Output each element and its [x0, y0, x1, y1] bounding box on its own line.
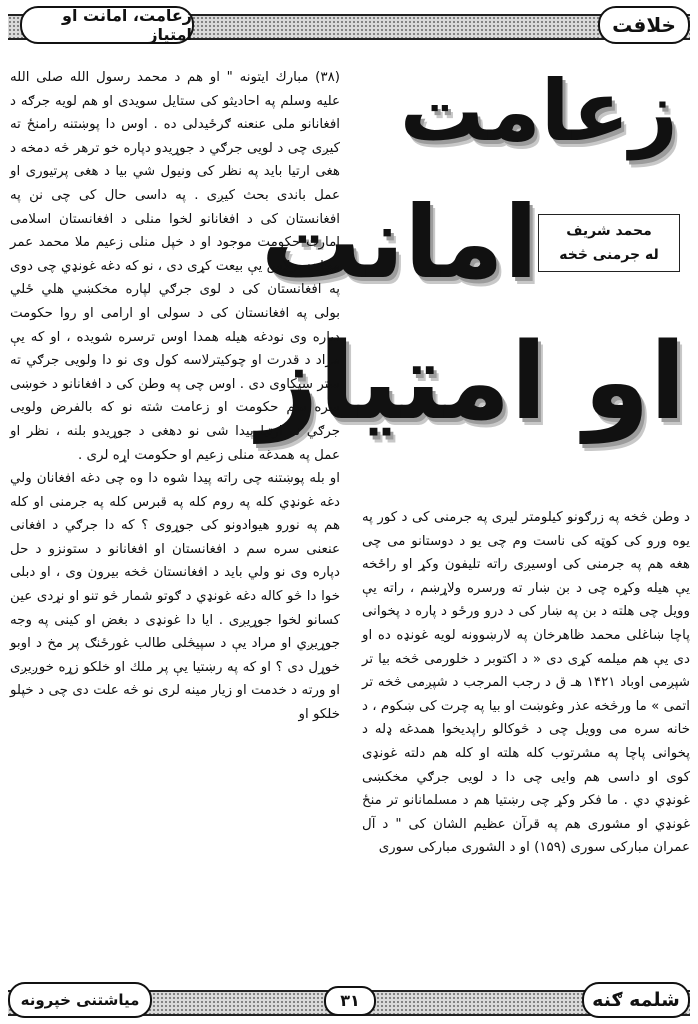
- page-header: [8, 4, 690, 42]
- footer-issue-label: شلمه ګنه: [582, 982, 690, 1018]
- author-name: محمد شریف: [566, 223, 652, 239]
- page-footer: [8, 982, 690, 1018]
- left-column-paragraph-1: (۳۸) مبارك ایتونه " او هم د محمد رسول الله صلی الله علیه وسلم په احادیثو کی ستایل سویدی او هم لویه جرګه د افغانانو ملی عنعنه ګرځیدلی ده . اوس دا پوښتنه رامنځ ته کیږی چی د لویی جرګي د جوړیدو دپاره خو ترهر څه دمخه د هغی ارتیا باید په نظر کی ونیول شي بیا د هغی پرتیوری او عمل باندی بحث کیږی . په داسی حال کی چی نن په افغانستان کی د افغانانو لخوا منلی د افغانستان اسلامی امارت حکومت موجود او د خپل منلی زعیم ملا محمد عمر مجاهد پرلاس یې بیعت کړی دی ، نو که دغه غونډي چی دوی په افغانستان کی د لوی جرګي لپاره مخکښي هلي ځلي بولی په افغانستان کی د سولی او ارامی او روا حکومت دپاره وی نودغه هیله همدا اوس ترسره شویده ، او که یې مراد د قدرت او چوکیترلاسه کول وی نو دا ولویی جرګي ته ستر سپکاوی دی . اوس چی په وطن کی د افغانانو د خوښی سره سم حکومت او زعامت شته نو که بالفرض ولویی جرګي ته ارتیا پیدا شی نو دهغی د جوړیدو بلنه ، نظر او عمل په همدغه منلی زعیم او حکومت اړه لری .: [10, 70, 340, 463]
- title-line-3: او امتیاز: [257, 320, 686, 443]
- author-location: له جرمنی څخه: [559, 247, 659, 263]
- author-box: [538, 214, 680, 272]
- right-column-paragraph-1: د وطن څخه په زرګونو کیلومتر لیری په جرمنی کی د کور په یوه ورو کی کوټه کی ناست وم چی یو د دوستانو می چی هغه هم په جرمنی کی اوسیږی راته تلیفون وکړ او راځخه یې هیله وکړه چی د بن ښار ته ورسره ولاړښم ، راته یې وویل چی هلته د بن په ښار کی د درو ورځو د پاره د پخوانی پاچا ښاغلی محمد ظاهرخان په لارښوونه لویه غونډه ده او دی یې هم میلمه کړی دی « د اکتوبر د خلورمی څخه بیا تر شپږمی اوباد ۱۴۲۱ هـ ق د رجب المرجب د شپږمی څخه تر اتمی » ما ورڅخه عذر وغوښت او بیا په چرت کی ښکوم ، د خانه سره می وویل چی د څوکالو راپدیخوا همدغه ډله د پخوانی پاچا په مشرتوب کله هلته او کله هم دلته غونډی کوی او داسی هم وایی چی دا د لویی جرګي مخکښی غونډي دي . ما فکر وکړ چی رښتیا هم د مسلمانانو تر منځ غونډي او مشوری هم په قرآن عظیم الشان کی " د آل عمران مبارکی سوری (۱۵۹) او د الشوری مبارکی سوری: [362, 510, 691, 856]
- title-line-1: زعامت: [399, 62, 678, 160]
- footer-publication-label: میاشتنی خپرونه: [8, 982, 152, 1018]
- page-number: ۳۱: [324, 986, 376, 1016]
- header-section-label: خلافت: [598, 6, 690, 44]
- left-column-paragraph-2: او بله پوښتنه چی راته پیدا شوه دا وه چی دغه افغانان ولي دغه غونډي کله په روم کله په قبرس کله په جرمنی او کله هم په نورو هیوادونو کی جوړوی ؟ که دا جرګي د افغانی عنعنی سره سم د افغانستان او افغانانو د ستونزو د حل دپاره وی نو ولي باید د افغانستان څخه بیرون وی ، او دبلی خوا دا څو کاله دغه غونډي د ګوتو شمار څو تنو او نړدی عین کسانو لخوا جوړیږی . ایا دا غونډی د بغض او کینی په وجه جوړیږي او مراد یې د سپیڅلی طالب غورځنګ پر مخ د اوبو خوړل دی ؟ او که په رښتیا یې پر ملك او خلکو زړه خوږیږی او ورته د خدمت او زیار مینه لری نو څه علت دی چی د خپلو خلکو او: [10, 471, 340, 723]
- right-column: [362, 506, 690, 860]
- left-column: [10, 66, 340, 727]
- title-line-2: امانت: [260, 184, 538, 301]
- header-article-title: زعامت، امانت او امتیاز: [20, 6, 194, 44]
